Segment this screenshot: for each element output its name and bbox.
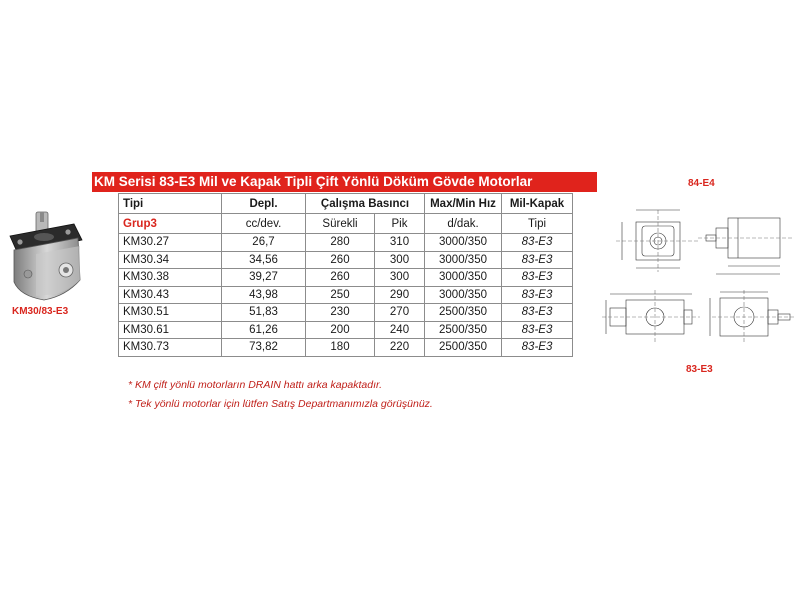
cell-pik: 290 <box>375 286 425 304</box>
cell-depl: 51,83 <box>222 304 306 322</box>
drawing-label-84-e4: 84-E4 <box>688 178 715 189</box>
cell-tipi: KM30.27 <box>119 234 222 252</box>
cell-hiz: 3000/350 <box>425 251 502 269</box>
cell-pik: 310 <box>375 234 425 252</box>
table-title: KM Serisi 83-E3 Mil ve Kapak Tipli Çift Yönlü Döküm Gövde Motorlar <box>92 172 597 192</box>
group-label: Grup3 <box>119 214 222 234</box>
motor-photo <box>6 210 84 305</box>
table-header-row <box>119 194 573 214</box>
cell-mil: 83-E3 <box>502 286 573 304</box>
cell-surekli: 200 <box>306 321 375 339</box>
cell-mil: 83-E3 <box>502 304 573 322</box>
subheader-peak: Pik <box>375 214 425 234</box>
cell-surekli: 260 <box>306 251 375 269</box>
note-sales: * Tek yönlü motorlar için lütfen Satış Departmanımızla görüşünüz. <box>128 398 433 410</box>
cell-depl: 73,82 <box>222 339 306 357</box>
cell-surekli: 230 <box>306 304 375 322</box>
table-subheader-row <box>119 214 573 234</box>
technical-drawing <box>598 190 798 362</box>
table-row <box>119 286 573 304</box>
cell-depl: 34,56 <box>222 251 306 269</box>
subheader-mil-type: Tipi <box>502 214 573 234</box>
cell-mil: 83-E3 <box>502 269 573 287</box>
cell-hiz: 2500/350 <box>425 304 502 322</box>
cell-pik: 270 <box>375 304 425 322</box>
cell-pik: 300 <box>375 251 425 269</box>
cell-surekli: 260 <box>306 269 375 287</box>
cell-tipi: KM30.38 <box>119 269 222 287</box>
cell-pik: 240 <box>375 321 425 339</box>
cell-mil: 83-E3 <box>502 339 573 357</box>
table-row <box>119 304 573 322</box>
table-row <box>119 234 573 252</box>
drawing-label-83-e3: 83-E3 <box>686 364 713 375</box>
cell-hiz: 2500/350 <box>425 321 502 339</box>
note-drain: * KM çift yönlü motorların DRAIN hattı arka kapaktadır. <box>128 379 383 391</box>
cell-hiz: 3000/350 <box>425 286 502 304</box>
header-tipi: Tipi <box>119 194 222 214</box>
cell-tipi: KM30.61 <box>119 321 222 339</box>
cell-tipi: KM30.43 <box>119 286 222 304</box>
subheader-depl-unit: cc/dev. <box>222 214 306 234</box>
header-pressure: Çalışma Basıncı <box>306 194 425 214</box>
cell-mil: 83-E3 <box>502 234 573 252</box>
cell-tipi: KM30.73 <box>119 339 222 357</box>
cell-surekli: 250 <box>306 286 375 304</box>
table-row <box>119 269 573 287</box>
table-row <box>119 321 573 339</box>
cell-hiz: 3000/350 <box>425 269 502 287</box>
cell-surekli: 180 <box>306 339 375 357</box>
cell-depl: 43,98 <box>222 286 306 304</box>
header-mil: Mil-Kapak <box>502 194 573 214</box>
cell-depl: 39,27 <box>222 269 306 287</box>
cell-hiz: 3000/350 <box>425 234 502 252</box>
product-label: KM30/83-E3 <box>12 306 69 317</box>
header-depl: Depl. <box>222 194 306 214</box>
cell-mil: 83-E3 <box>502 251 573 269</box>
subheader-continuous: Sürekli <box>306 214 375 234</box>
cell-pik: 220 <box>375 339 425 357</box>
cell-depl: 61,26 <box>222 321 306 339</box>
table-row <box>119 339 573 357</box>
cell-tipi: KM30.51 <box>119 304 222 322</box>
cell-hiz: 2500/350 <box>425 339 502 357</box>
header-speed: Max/Min Hız <box>425 194 502 214</box>
cell-tipi: KM30.34 <box>119 251 222 269</box>
table-row <box>119 251 573 269</box>
cell-pik: 300 <box>375 269 425 287</box>
spec-table <box>118 193 573 357</box>
cell-depl: 26,7 <box>222 234 306 252</box>
subheader-speed-unit: d/dak. <box>425 214 502 234</box>
cell-mil: 83-E3 <box>502 321 573 339</box>
cell-surekli: 280 <box>306 234 375 252</box>
